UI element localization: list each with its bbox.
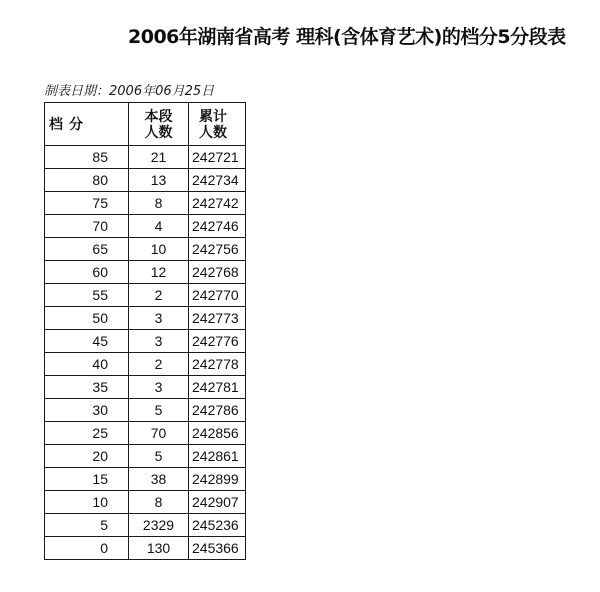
cumulative-cell: 242734 bbox=[189, 169, 246, 192]
cumulative-cell: 242778 bbox=[189, 353, 246, 376]
header-cumulative-line2: 人数 bbox=[199, 124, 227, 140]
table-row bbox=[45, 422, 246, 445]
count-cell: 13 bbox=[129, 169, 189, 192]
score-cell: 0 bbox=[45, 537, 129, 560]
score-cell: 60 bbox=[45, 261, 129, 284]
score-cell: 55 bbox=[45, 284, 129, 307]
score-cell: 30 bbox=[45, 399, 129, 422]
cumulative-cell: 242899 bbox=[189, 468, 246, 491]
score-cell: 15 bbox=[45, 468, 129, 491]
cumulative-cell: 242856 bbox=[189, 422, 246, 445]
table-row bbox=[45, 192, 246, 215]
table-row bbox=[45, 445, 246, 468]
score-cell: 85 bbox=[45, 146, 129, 169]
table-row bbox=[45, 307, 246, 330]
cumulative-cell: 242742 bbox=[189, 192, 246, 215]
table-header-row bbox=[45, 103, 246, 146]
score-cell: 20 bbox=[45, 445, 129, 468]
count-cell: 2329 bbox=[129, 514, 189, 537]
cumulative-cell: 242786 bbox=[189, 399, 246, 422]
table-row bbox=[45, 376, 246, 399]
score-cell: 25 bbox=[45, 422, 129, 445]
cumulative-cell: 242781 bbox=[189, 376, 246, 399]
table-row bbox=[45, 399, 246, 422]
cumulative-cell: 242746 bbox=[189, 215, 246, 238]
table-row bbox=[45, 261, 246, 284]
count-cell: 5 bbox=[129, 399, 189, 422]
cumulative-cell: 242768 bbox=[189, 261, 246, 284]
table-row bbox=[45, 468, 246, 491]
header-count bbox=[129, 103, 189, 146]
header-score: 档分 bbox=[45, 103, 129, 146]
header-cumulative-line1: 累计 bbox=[199, 108, 227, 124]
count-cell: 12 bbox=[129, 261, 189, 284]
count-cell: 3 bbox=[129, 376, 189, 399]
cumulative-cell: 245366 bbox=[189, 537, 246, 560]
count-cell: 8 bbox=[129, 192, 189, 215]
table-row bbox=[45, 146, 246, 169]
count-cell: 8 bbox=[129, 491, 189, 514]
count-cell: 3 bbox=[129, 307, 189, 330]
score-cell: 80 bbox=[45, 169, 129, 192]
table-row bbox=[45, 491, 246, 514]
count-cell: 4 bbox=[129, 215, 189, 238]
table-row bbox=[45, 238, 246, 261]
header-cumulative bbox=[189, 103, 246, 146]
cumulative-cell: 242770 bbox=[189, 284, 246, 307]
score-cell: 45 bbox=[45, 330, 129, 353]
table-row bbox=[45, 330, 246, 353]
count-cell: 5 bbox=[129, 445, 189, 468]
table-row bbox=[45, 514, 246, 537]
cumulative-cell: 242861 bbox=[189, 445, 246, 468]
count-cell: 130 bbox=[129, 537, 189, 560]
count-cell: 38 bbox=[129, 468, 189, 491]
score-cell: 35 bbox=[45, 376, 129, 399]
count-cell: 21 bbox=[129, 146, 189, 169]
table-row bbox=[45, 353, 246, 376]
score-cell: 10 bbox=[45, 491, 129, 514]
count-cell: 70 bbox=[129, 422, 189, 445]
header-count-line2: 人数 bbox=[144, 124, 173, 140]
count-cell: 10 bbox=[129, 238, 189, 261]
score-cell: 50 bbox=[45, 307, 129, 330]
table-row bbox=[45, 537, 246, 560]
count-cell: 2 bbox=[129, 284, 189, 307]
score-cell: 5 bbox=[45, 514, 129, 537]
cumulative-cell: 242907 bbox=[189, 491, 246, 514]
table-row bbox=[45, 284, 246, 307]
table-body bbox=[45, 146, 246, 560]
score-cell: 65 bbox=[45, 238, 129, 261]
count-cell: 2 bbox=[129, 353, 189, 376]
score-distribution-table bbox=[44, 102, 246, 560]
cumulative-cell: 245236 bbox=[189, 514, 246, 537]
score-cell: 40 bbox=[45, 353, 129, 376]
table-row bbox=[45, 215, 246, 238]
cumulative-cell: 242756 bbox=[189, 238, 246, 261]
cumulative-cell: 242776 bbox=[189, 330, 246, 353]
cumulative-cell: 242773 bbox=[189, 307, 246, 330]
score-cell: 70 bbox=[45, 215, 129, 238]
document-title: 2006年湖南省高考 理科(含体育艺术)的档分5分段表 bbox=[128, 26, 566, 48]
score-cell: 75 bbox=[45, 192, 129, 215]
cumulative-cell: 242721 bbox=[189, 146, 246, 169]
table-row bbox=[45, 169, 246, 192]
table-date: 制表日期：2006年06月25日 bbox=[44, 84, 215, 99]
count-cell: 3 bbox=[129, 330, 189, 353]
header-count-line1: 本段 bbox=[144, 108, 173, 124]
